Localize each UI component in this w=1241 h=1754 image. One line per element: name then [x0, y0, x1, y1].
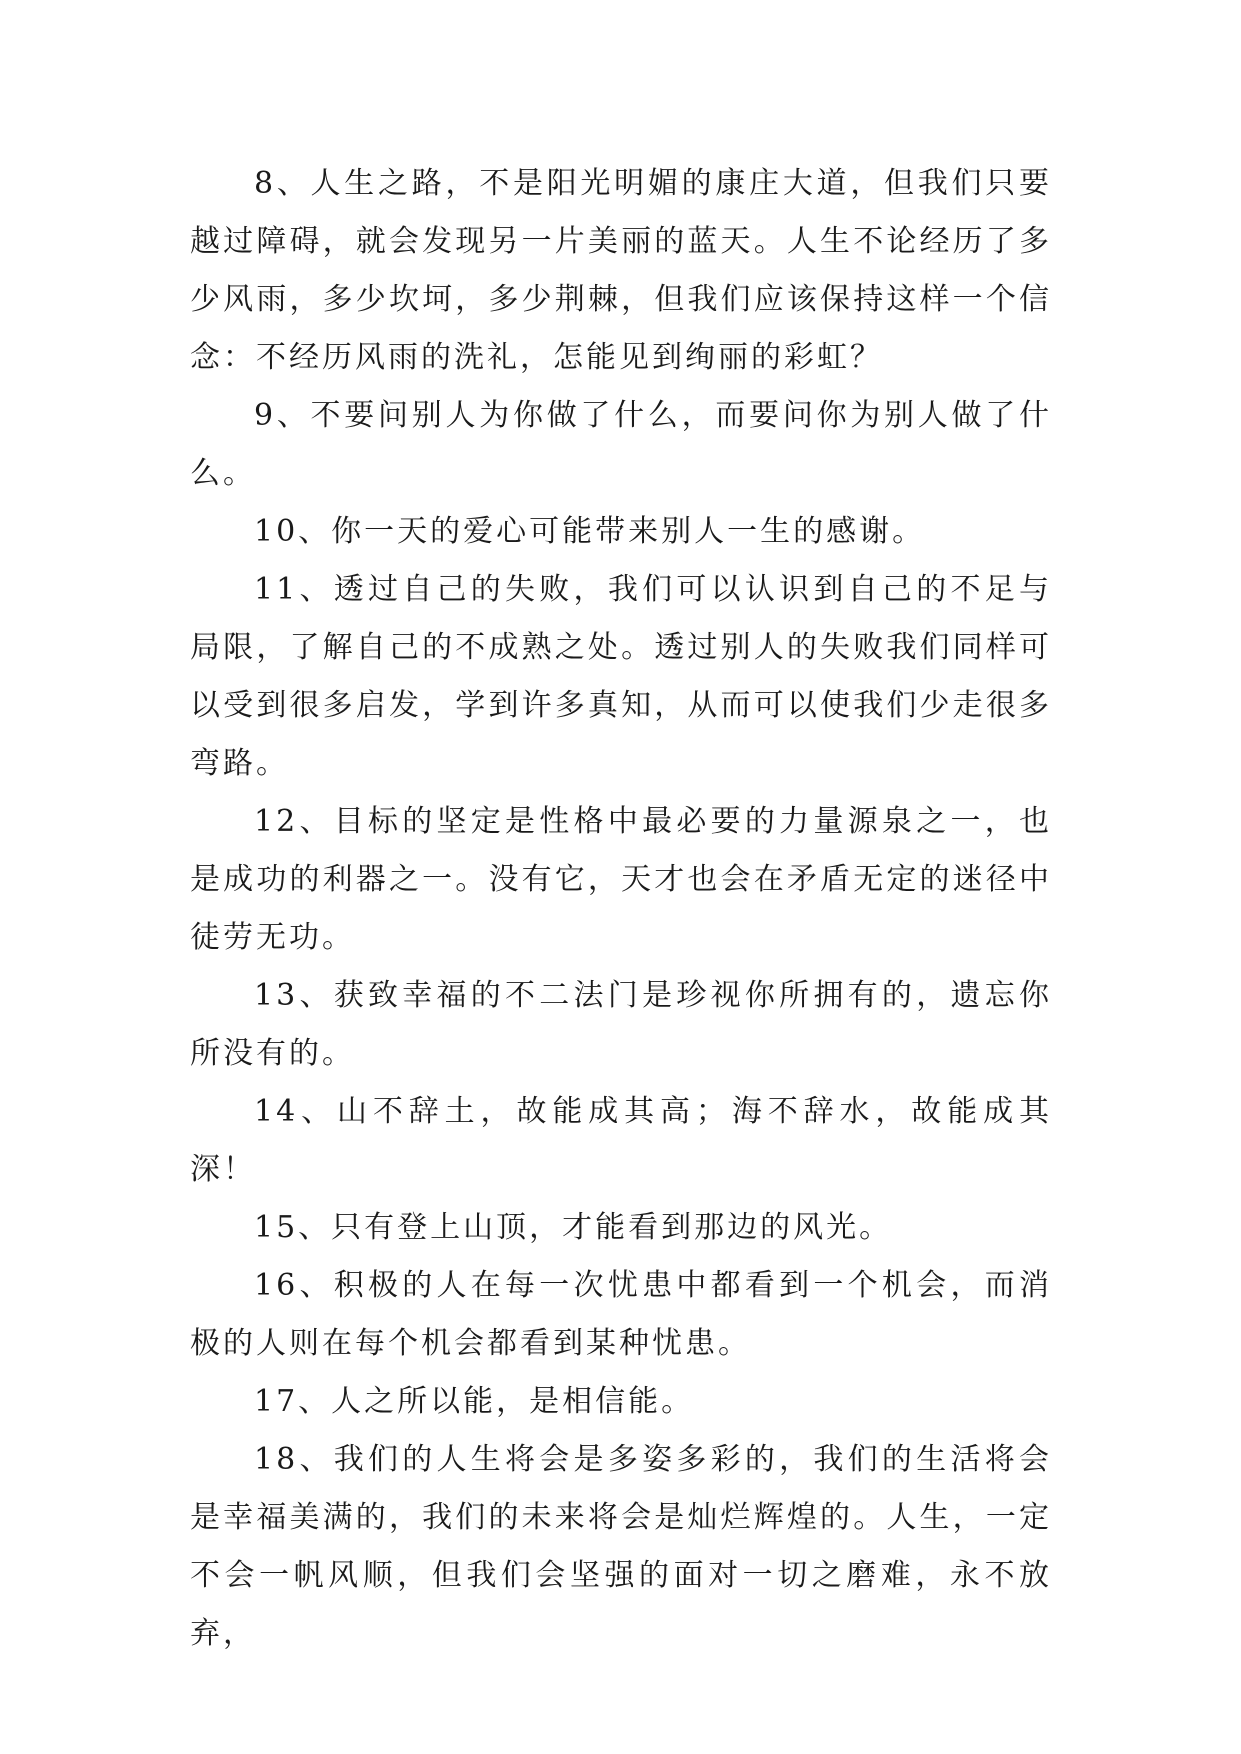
- paragraph-13: 13、获致幸福的不二法门是珍视你所拥有的，遗忘你所没有的。: [190, 978, 1052, 1071]
- paragraph-9: 9、不要问别人为你做了什么，而要问你为别人做了什么。: [190, 398, 1052, 491]
- paragraph-8: 8、人生之路，不是阳光明媚的康庄大道，但我们只要越过障碍，就会发现另一片美丽的蓝天。人生不论经历了多少风雨，多少坎坷，多少荆棘，但我们应该保持这样一个信念：不经历风雨的洗礼，怎能见到绚丽的彩虹？: [190, 166, 1052, 375]
- document-body: [190, 155, 1052, 1663]
- paragraph-15: 15、只有登上山顶，才能看到那边的风光。: [254, 1210, 893, 1245]
- paragraph-14: 14、山不辞土，故能成其高；海不辞水，故能成其深！: [190, 1094, 1052, 1187]
- paragraph-16: 16、积极的人在每一次忧患中都看到一个机会，而消极的人则在每个机会都看到某种忧患。: [190, 1268, 1052, 1361]
- paragraph-12: 12、目标的坚定是性格中最必要的力量源泉之一，也是成功的利器之一。没有它，天才也会在矛盾无定的迷径中徒劳无功。: [190, 804, 1052, 955]
- paragraph-11: 11、透过自己的失败，我们可以认识到自己的不足与局限，了解自己的不成熟之处。透过别人的失败我们同样可以受到很多启发，学到许多真知，从而可以使我们少走很多弯路。: [190, 572, 1052, 781]
- paragraph-17: 17、人之所以能，是相信能。: [254, 1384, 695, 1419]
- paragraph-18: 18、我们的人生将会是多姿多彩的，我们的生活将会是幸福美满的，我们的未来将会是灿烂辉煌的。人生，一定不会一帆风顺，但我们会坚强的面对一切之磨难，永不放弃，: [190, 1442, 1052, 1651]
- paragraph-10: 10、你一天的爱心可能带来别人一生的感谢。: [254, 514, 926, 549]
